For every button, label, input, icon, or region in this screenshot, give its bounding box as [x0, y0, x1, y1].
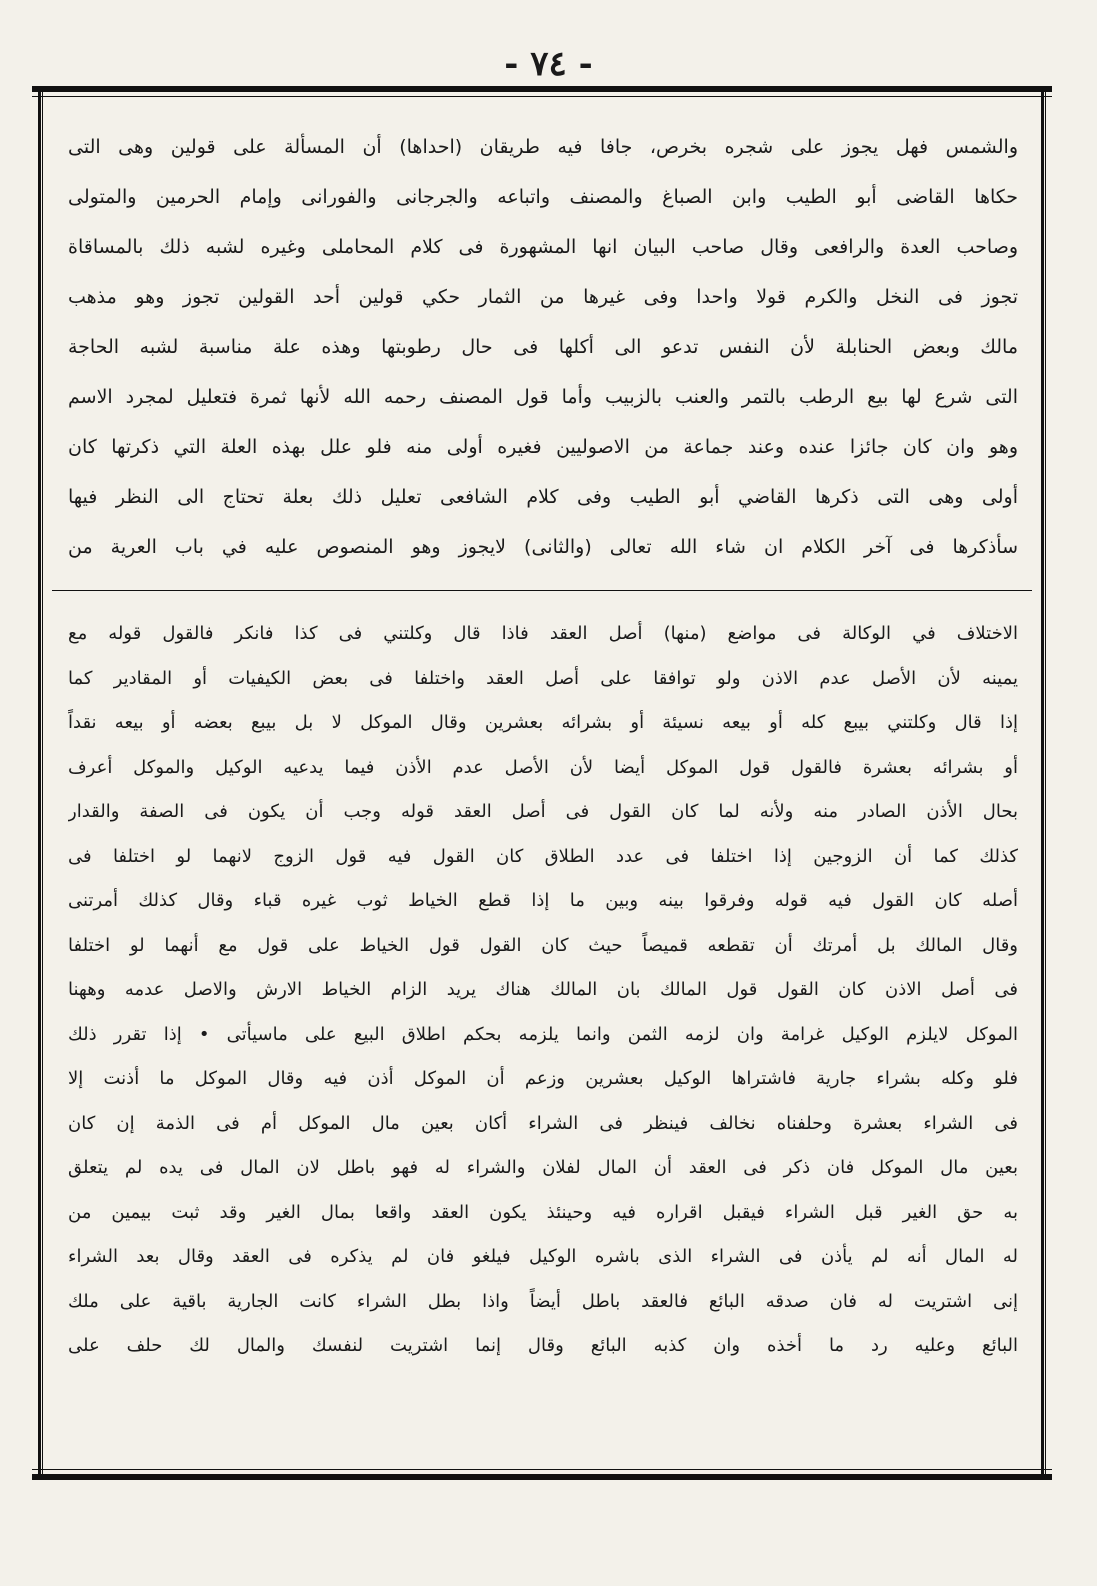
notes-line: البائع وعليه رد ما أخذه وان كذبه البائع وقال إنما اشتريت لنفسك والمال لك حلف على [68, 1335, 1018, 1356]
notes-line: فلو وكله بشراء جارية فاشتراها الوكيل بعشرين وزعم أن الموكل أذن فيه وقال الموكل ما أذنت إلا [68, 1068, 1018, 1089]
notes-line: الموكل لايلزم الوكيل غرامة وان لزمه الثمن وانما يلزمه بحكم اطلاق البيع على ماسيأتى • إذا تقرر ذلك [68, 1023, 1018, 1045]
commentary-text [68, 122, 1018, 572]
notes-line: كذلك كما أن الزوجين إذا اختلفا فى عدد الطلاق كان القول فيه قول الزوج لانهما لو اختلفا فى [68, 845, 1018, 867]
commentary-line: والشمس فهل يجوز على شجره بخرص، جافا فيه طريقان (احداها) أن المسألة على قولين وهى التى [68, 136, 1018, 158]
right-border-rule [1041, 92, 1046, 1474]
commentary-line: وهو وان كان جائزا عنده وعند جماعة من الاصوليين فغيره أولى منه فلو علل بهذه العلة التي ذكرتها كان [68, 436, 1018, 458]
notes-line: بحال الأذن الصادر منه ولأنه لما كان القول فى أصل العقد قوله وجب أن يكون فى الصفة والقدار [68, 801, 1018, 822]
notes-line: يمينه لأن الأصل عدم الاذن ولو توافقا على أصل العقد واختلفا فى بعض الكيفيات أو المقادير كما [68, 667, 1018, 689]
commentary-line: سأذكرها فى آخر الكلام ان شاء الله تعالى (والثانى) لايجوز وهو المنصوص عليه في باب العرية من [68, 536, 1018, 558]
notes-line: فى أصل الاذن كان القول قول المالك بان المالك هناك يريد الزام الخياط الارش والاصل عدمه وههنا [68, 979, 1018, 1000]
notes-line: فى الشراء بعشرة وحلفناه نخالف فينظر فى الشراء أكان بعين مال الموكل أم فى الذمة إن كان [68, 1112, 1018, 1134]
commentary-line: تجوز فى النخل والكرم قولا واحدا وفى غيرها من الثمار حكي قولين أحد القولين تجوز وهو مذهب [68, 286, 1018, 308]
notes-line: بعين مال الموكل فان ذكر فى العقد أن المال لفلان والشراء له فهو باطل لان المال فى يده لم يتعلق [68, 1157, 1018, 1178]
commentary-line: أولى وهى التى ذكرها القاضي أبو الطيب وفى كلام الشافعى تعليل ذلك بعلة تحتاج الى النظر فيها [68, 486, 1018, 508]
commentary-line: وصاحب العدة والرافعى وقال صاحب البيان انها المشهورة فى كلام المحاملى وغيره لشبه ذلك بالمساقاة [68, 236, 1018, 258]
notes-line: وقال المالك بل أمرتك أن تقطعه قميصاً حيث كان القول قول الخياط على قول مع أنهما لو اختلفا [68, 934, 1018, 956]
commentary-line: مالك وبعض الحنابلة لأن النفس تدعو الى أكلها فى حال رطوبتها وهذه علة مناسبة لشبه الحاجة [68, 336, 1018, 358]
notes-line: له المال أنه لم يأذن فى الشراء الذى باشره الوكيل فيلغو فان لم يذكره فى العقد وقال بعد الشراء [68, 1246, 1018, 1267]
notes-line: إذا قال وكلتني بيبع كله أو بيعه نسيئة أو بشرائه بعشرين وقال الموكل لا بل بيبع بعضه أو بيعه نقداً [68, 712, 1018, 733]
left-border-rule [38, 92, 43, 1474]
notes-text [68, 612, 1018, 1369]
commentary-line: حكاها القاضى أبو الطيب وابن الصباغ والمصنف واتباعه والجرجانى والفورانى وإمام الحرمين والمتولى [68, 186, 1018, 208]
notes-line: إنى اشتريت له فان صدقه البائع فالعقد باطل أيضاً واذا بطل الشراء كانت الجارية باقية على ملك [68, 1290, 1018, 1312]
notes-line: أو بشرائه بعشرة فالقول قول الموكل أيضا لأن الأصل عدم الأذن فيما يدعيه الوكيل والموكل أعرف [68, 756, 1018, 778]
page-frame [32, 86, 1052, 1480]
notes-line: الاختلاف في الوكالة فى مواضع (منها) أصل العقد فاذا قال وكلتني فى كذا فانكر فالقول قوله مع [68, 623, 1018, 644]
commentary-line: التى شرع لها بيع الرطب بالتمر والعنب بالزبيب وأما قول المصنف رحمه الله لأنها ثمرة فتعليل لمجرد الاسم [68, 386, 1018, 408]
notes-line: به حق الغير قبل الشراء فيقبل اقراره فيه وحينئذ يكون العقد واقعا بمال الغير وقد ثبت بيمين من [68, 1201, 1018, 1223]
notes-line: أصله كان القول فيه قوله وفرقوا بينه وبين ما إذا قطع الخياط ثوب غيره قباء وقال كذلك أمرتنى [68, 890, 1018, 911]
page-number: - ٧٤ - [504, 44, 593, 84]
section-divider [52, 590, 1032, 591]
